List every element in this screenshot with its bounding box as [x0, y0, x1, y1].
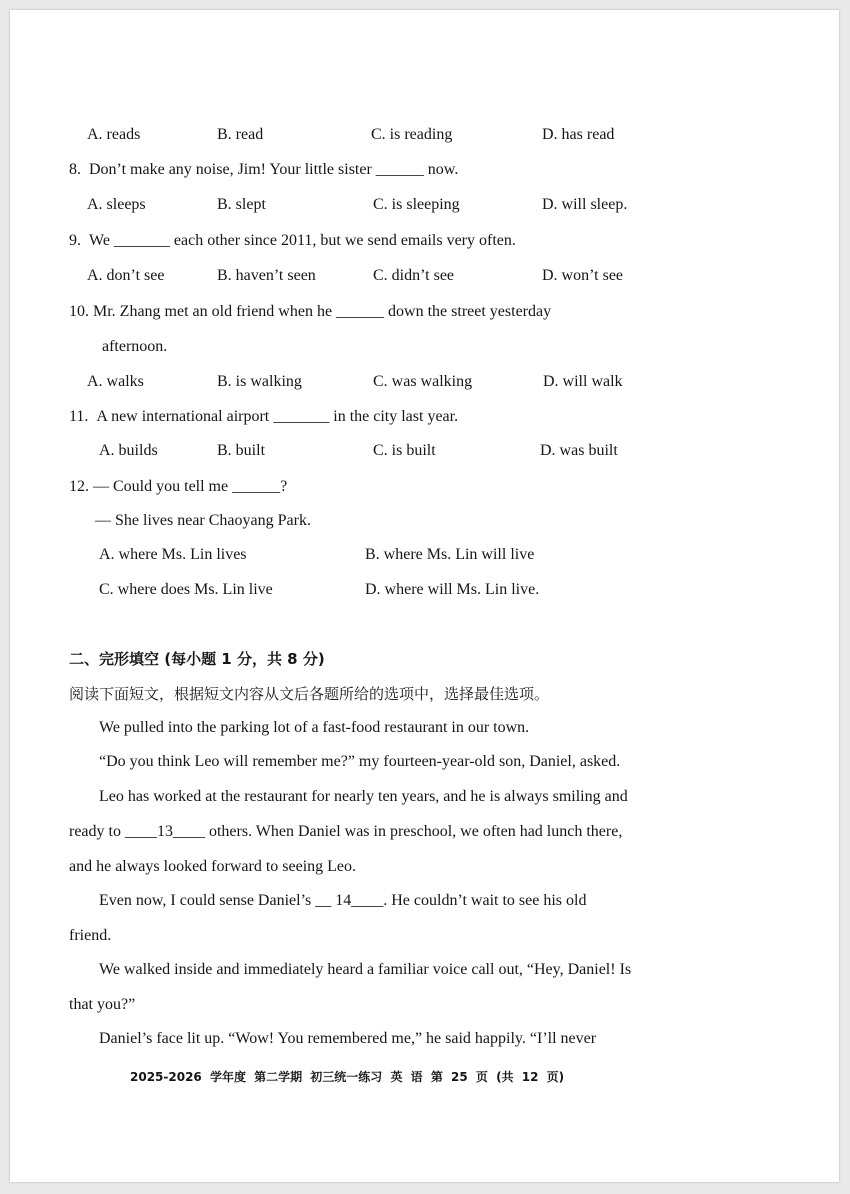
passage-paragraph: We walked inside and immediately heard a familiar voice call out, “Hey, Daniel! Is — [99, 961, 632, 978]
q7-option-a: A. reads — [87, 126, 141, 143]
q10-option-c: C. was walking — [373, 373, 473, 390]
section-instruction: 阅读下面短文，根据短文内容从文后各题所给的选项中，选择最佳选项。 — [69, 685, 550, 703]
passage-line: and he always looked forward to seeing Leo. — [69, 858, 357, 875]
q8-stem: 8. Don’t make any noise, Jim! Your little sister ______ now. — [69, 161, 459, 178]
q12-stem: 12. — Could you tell me ______? — [69, 478, 288, 495]
q7-option-b: B. read — [217, 126, 264, 143]
q12-option-a: A. where Ms. Lin lives — [99, 546, 247, 563]
q8-option-a: A. sleeps — [87, 196, 146, 213]
q9-stem: 9. We _______ each other since 2011, but we send emails very often. — [69, 232, 516, 249]
q8-option-c: C. is sleeping — [373, 196, 460, 213]
q9-option-b: B. haven’t seen — [217, 267, 316, 284]
passage-line: ready to ____13____ others. When Daniel was in preschool, we often had lunch there, — [69, 823, 623, 840]
exam-page — [10, 10, 839, 1182]
q8-option-d: D. will sleep. — [542, 196, 628, 213]
passage-line: that you?” — [69, 996, 136, 1013]
passage-paragraph: “Do you think Leo will remember me?” my fourteen-year-old son, Daniel, asked. — [99, 753, 621, 770]
q11-option-a: A. builds — [99, 442, 158, 459]
q10-option-d: D. will walk — [543, 373, 623, 390]
q12-option-b: B. where Ms. Lin will live — [365, 546, 535, 563]
q12-reply: — She lives near Chaoyang Park. — [95, 512, 311, 529]
q10-option-b: B. is walking — [217, 373, 302, 390]
q11-option-d: D. was built — [540, 442, 618, 459]
q7-option-c: C. is reading — [371, 126, 453, 143]
q11-stem: 11. A new international airport _______ in the city last year. — [69, 408, 459, 425]
q12-option-d: D. where will Ms. Lin live. — [365, 581, 540, 598]
q7-option-d: D. has read — [542, 126, 615, 143]
passage-paragraph: Leo has worked at the restaurant for nearly ten years, and he is always smiling and — [99, 788, 628, 805]
q12-option-c: C. where does Ms. Lin live — [99, 581, 273, 598]
q9-option-c: C. didn’t see — [373, 267, 455, 284]
q11-option-c: C. is built — [373, 442, 436, 459]
q9-option-d: D. won’t see — [542, 267, 624, 284]
passage-paragraph: Daniel’s face lit up. “Wow! You remembered me,” he said happily. “I’ll never — [99, 1030, 597, 1047]
passage-paragraph: Even now, I could sense Daniel’s __ 14____. He couldn’t wait to see his old — [99, 892, 587, 909]
q10-stem-continued: afternoon. — [102, 338, 168, 355]
page-footer: 2025-2026 学年度 第二学期 初三统一练习 英 语 第 25 页 (共 12 页) — [130, 1070, 565, 1084]
q8-option-b: B. slept — [217, 196, 266, 213]
passage-paragraph: We pulled into the parking lot of a fast-food restaurant in our town. — [99, 719, 530, 736]
q10-option-a: A. walks — [87, 373, 144, 390]
q11-option-b: B. built — [217, 442, 266, 459]
q10-stem: 10. Mr. Zhang met an old friend when he ______ down the street yesterday — [69, 303, 552, 320]
q9-option-a: A. don’t see — [87, 267, 165, 284]
passage-line: friend. — [69, 927, 112, 944]
section-heading: 二、完形填空 (每小题 1 分，共 8 分) — [69, 650, 325, 668]
